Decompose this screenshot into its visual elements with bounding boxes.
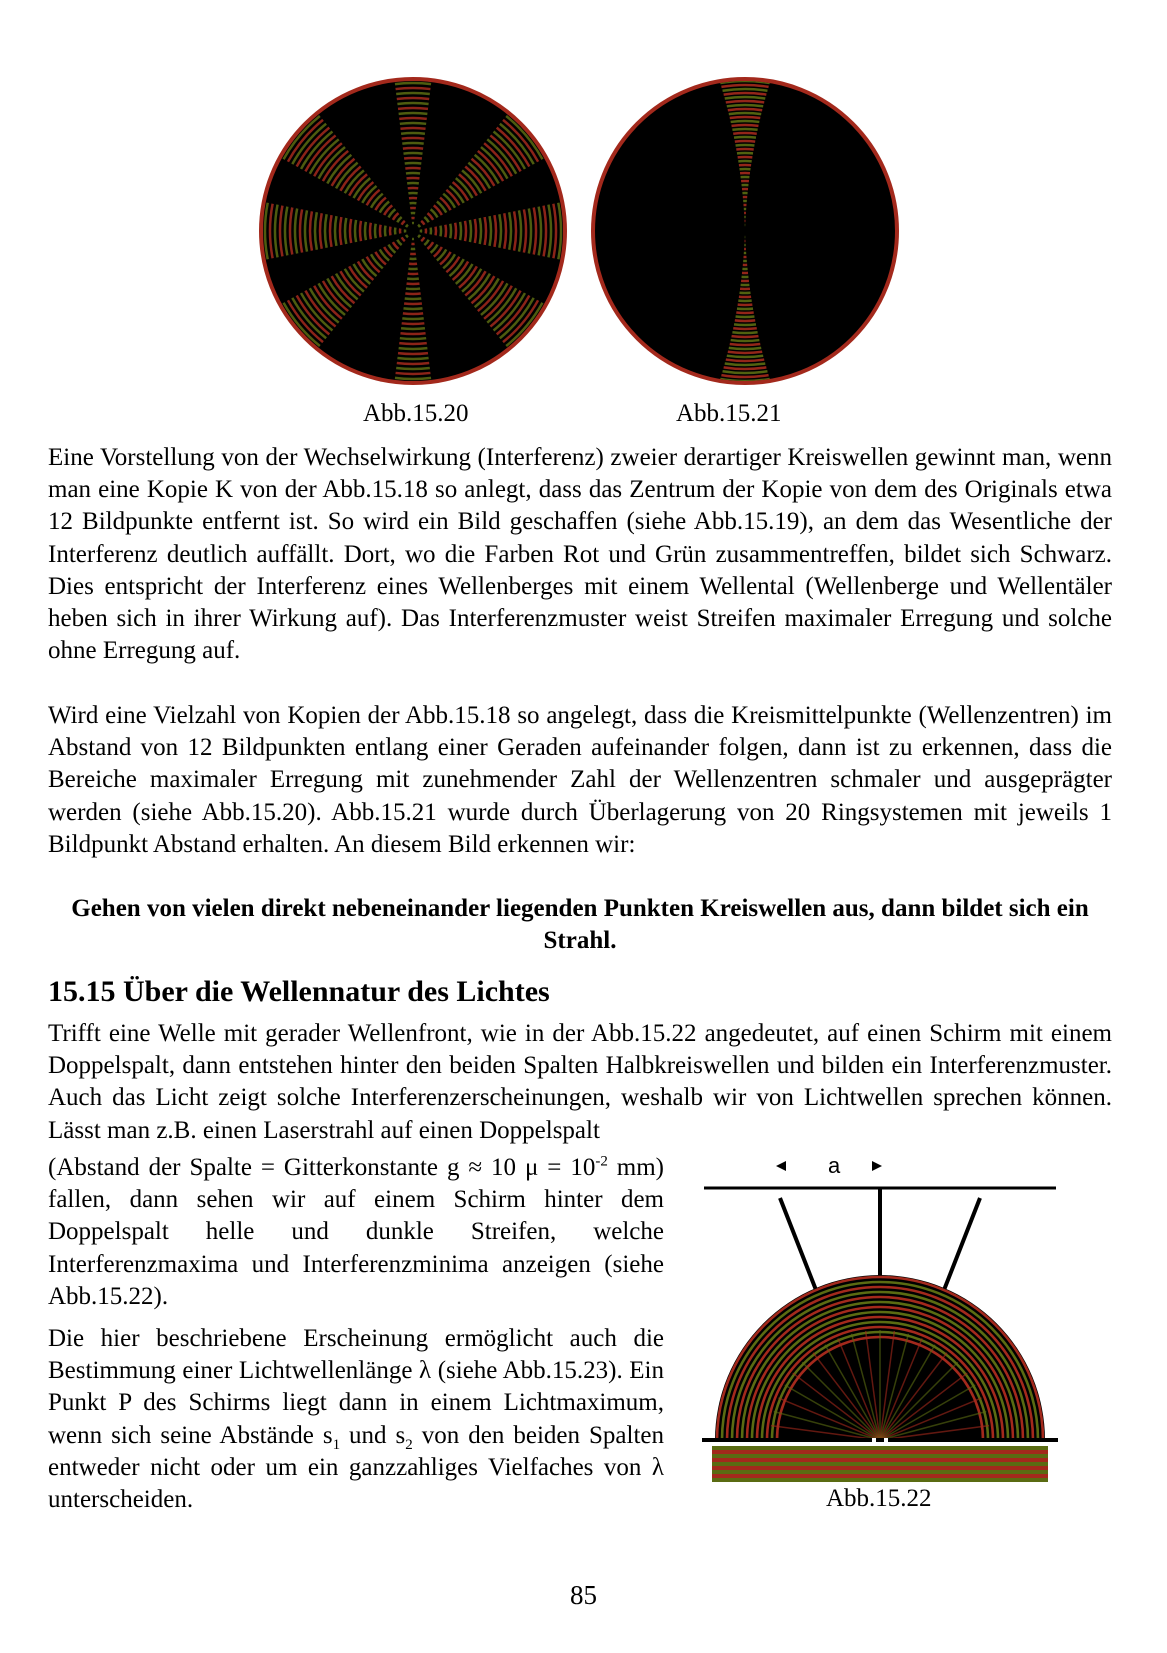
figure-15-22	[700, 1148, 1060, 1488]
page-number: 85	[570, 1580, 597, 1610]
text-grating-a: (Abstand der Spalte = Gitterkonstante g ≈ 10 μ = 10	[48, 1154, 596, 1181]
figure-15-21	[590, 76, 900, 386]
figure-15-20-caption: Abb.15.20	[363, 400, 469, 427]
figure-15-20	[258, 76, 568, 386]
paragraph-many-copies: Wird eine Vielzahl von Kopien der Abb.15.18 so angelegt, dass die Kreismittelpunkte (Wellenzentren) im Abstand von 12 Bildpunkten entlang einer Geraden aufeinander folgen, dann ist zu erkennen, dass die Bereiche maximaler Erregung mit zunehmender Zahl der Wellenzentren schmaler und ausgeprägter werden (siehe Abb.15.20). Abb.15.21 wurde durch Überlagerung von 20 Ringsystemen mit jeweils 1 Bildpunkt Abstand erhalten. An diesem Bild erkennen wir:	[48, 702, 1112, 858]
subscript-2: 2	[405, 1436, 413, 1453]
exponent: -2	[595, 1153, 608, 1170]
text-wavelength-b: und s	[340, 1421, 406, 1449]
paragraph-grating-constant	[48, 1152, 664, 1313]
text-grating-b: mm) fallen, dann sehen wir auf einem Schirm hinter dem Doppelspalt helle und dunkle Streifen, welche Interferenzmaxima und Interferenzminima anzeigen (siehe Abb.15.22).	[48, 1154, 664, 1310]
figure-15-21-caption: Abb.15.21	[676, 400, 782, 427]
interference-circle-multiple-beams-icon	[258, 76, 568, 386]
paragraph-wavelength	[48, 1323, 664, 1516]
text-wavelength-c: von den beiden Spalten entweder nicht oder um ein ganzzahliges Vielfaches von λ unterscheiden.	[48, 1421, 665, 1514]
figure-15-22-caption: Abb.15.22	[826, 1485, 932, 1512]
paragraph-interference-intro: Eine Vorstellung von der Wechselwirkung (Interferenz) zweier derartiger Kreiswellen gewinnt man, wenn man eine Kopie K von der Abb.15.18 so anlegt, dass das Zentrum der Kopie von dem des Originals etwa 12 Bildpunkte entfernt ist. So wird ein Bild geschaffen (siehe Abb.15.19), an dem das Wesentliche der Interferenz deutlich auffällt. Dort, wo die Farben Rot und Grün zusammentreffen, bildet sich Schwarz. Dies entspricht der Interferenz eines Wellenberges mit einem Wellental (Wellenberge und Wellentäler heben sich in ihrer Wirkung auf). Das Interferenzmuster weist Streifen maximaler Erregung und solche ohne Erregung auf.	[48, 444, 1112, 665]
section-heading: 15.15 Über die Wellennatur des Lichtes	[48, 975, 550, 1008]
paragraph-double-slit: Trifft eine Welle mit gerader Wellenfront, wie in der Abb.15.22 angedeutet, auf einen Schirm mit einem Doppelspalt, dann entstehen hinter den beiden Spalten Halbkreiswellen und bilden ein Interferenzmuster. Auch das Licht zeigt solche Interferenzerscheinungen, weshalb wir von Lichtwellen sprechen können. Lässt man z.B. einen Laserstrahl auf einen Doppelspalt	[48, 1020, 1112, 1144]
bold-statement: Gehen von vielen direkt nebeneinander liegenden Punkten Kreiswellen aus, dann bildet sich ein Strahl.	[71, 895, 1089, 954]
subscript-1: 1	[332, 1436, 341, 1453]
distance-label-a: a	[828, 1153, 841, 1178]
double-slit-diagram-icon	[700, 1148, 1060, 1488]
text-wavelength-a: Die hier beschriebene Erscheinung ermöglicht auch die Bestimmung einer Lichtwellenlänge λ (siehe Abb.15.23). Ein Punkt P des Schirms liegt dann in einem Lichtmaximum, wenn sich seine Abstände s	[48, 1325, 664, 1449]
interference-circle-single-beam-icon	[590, 76, 900, 386]
